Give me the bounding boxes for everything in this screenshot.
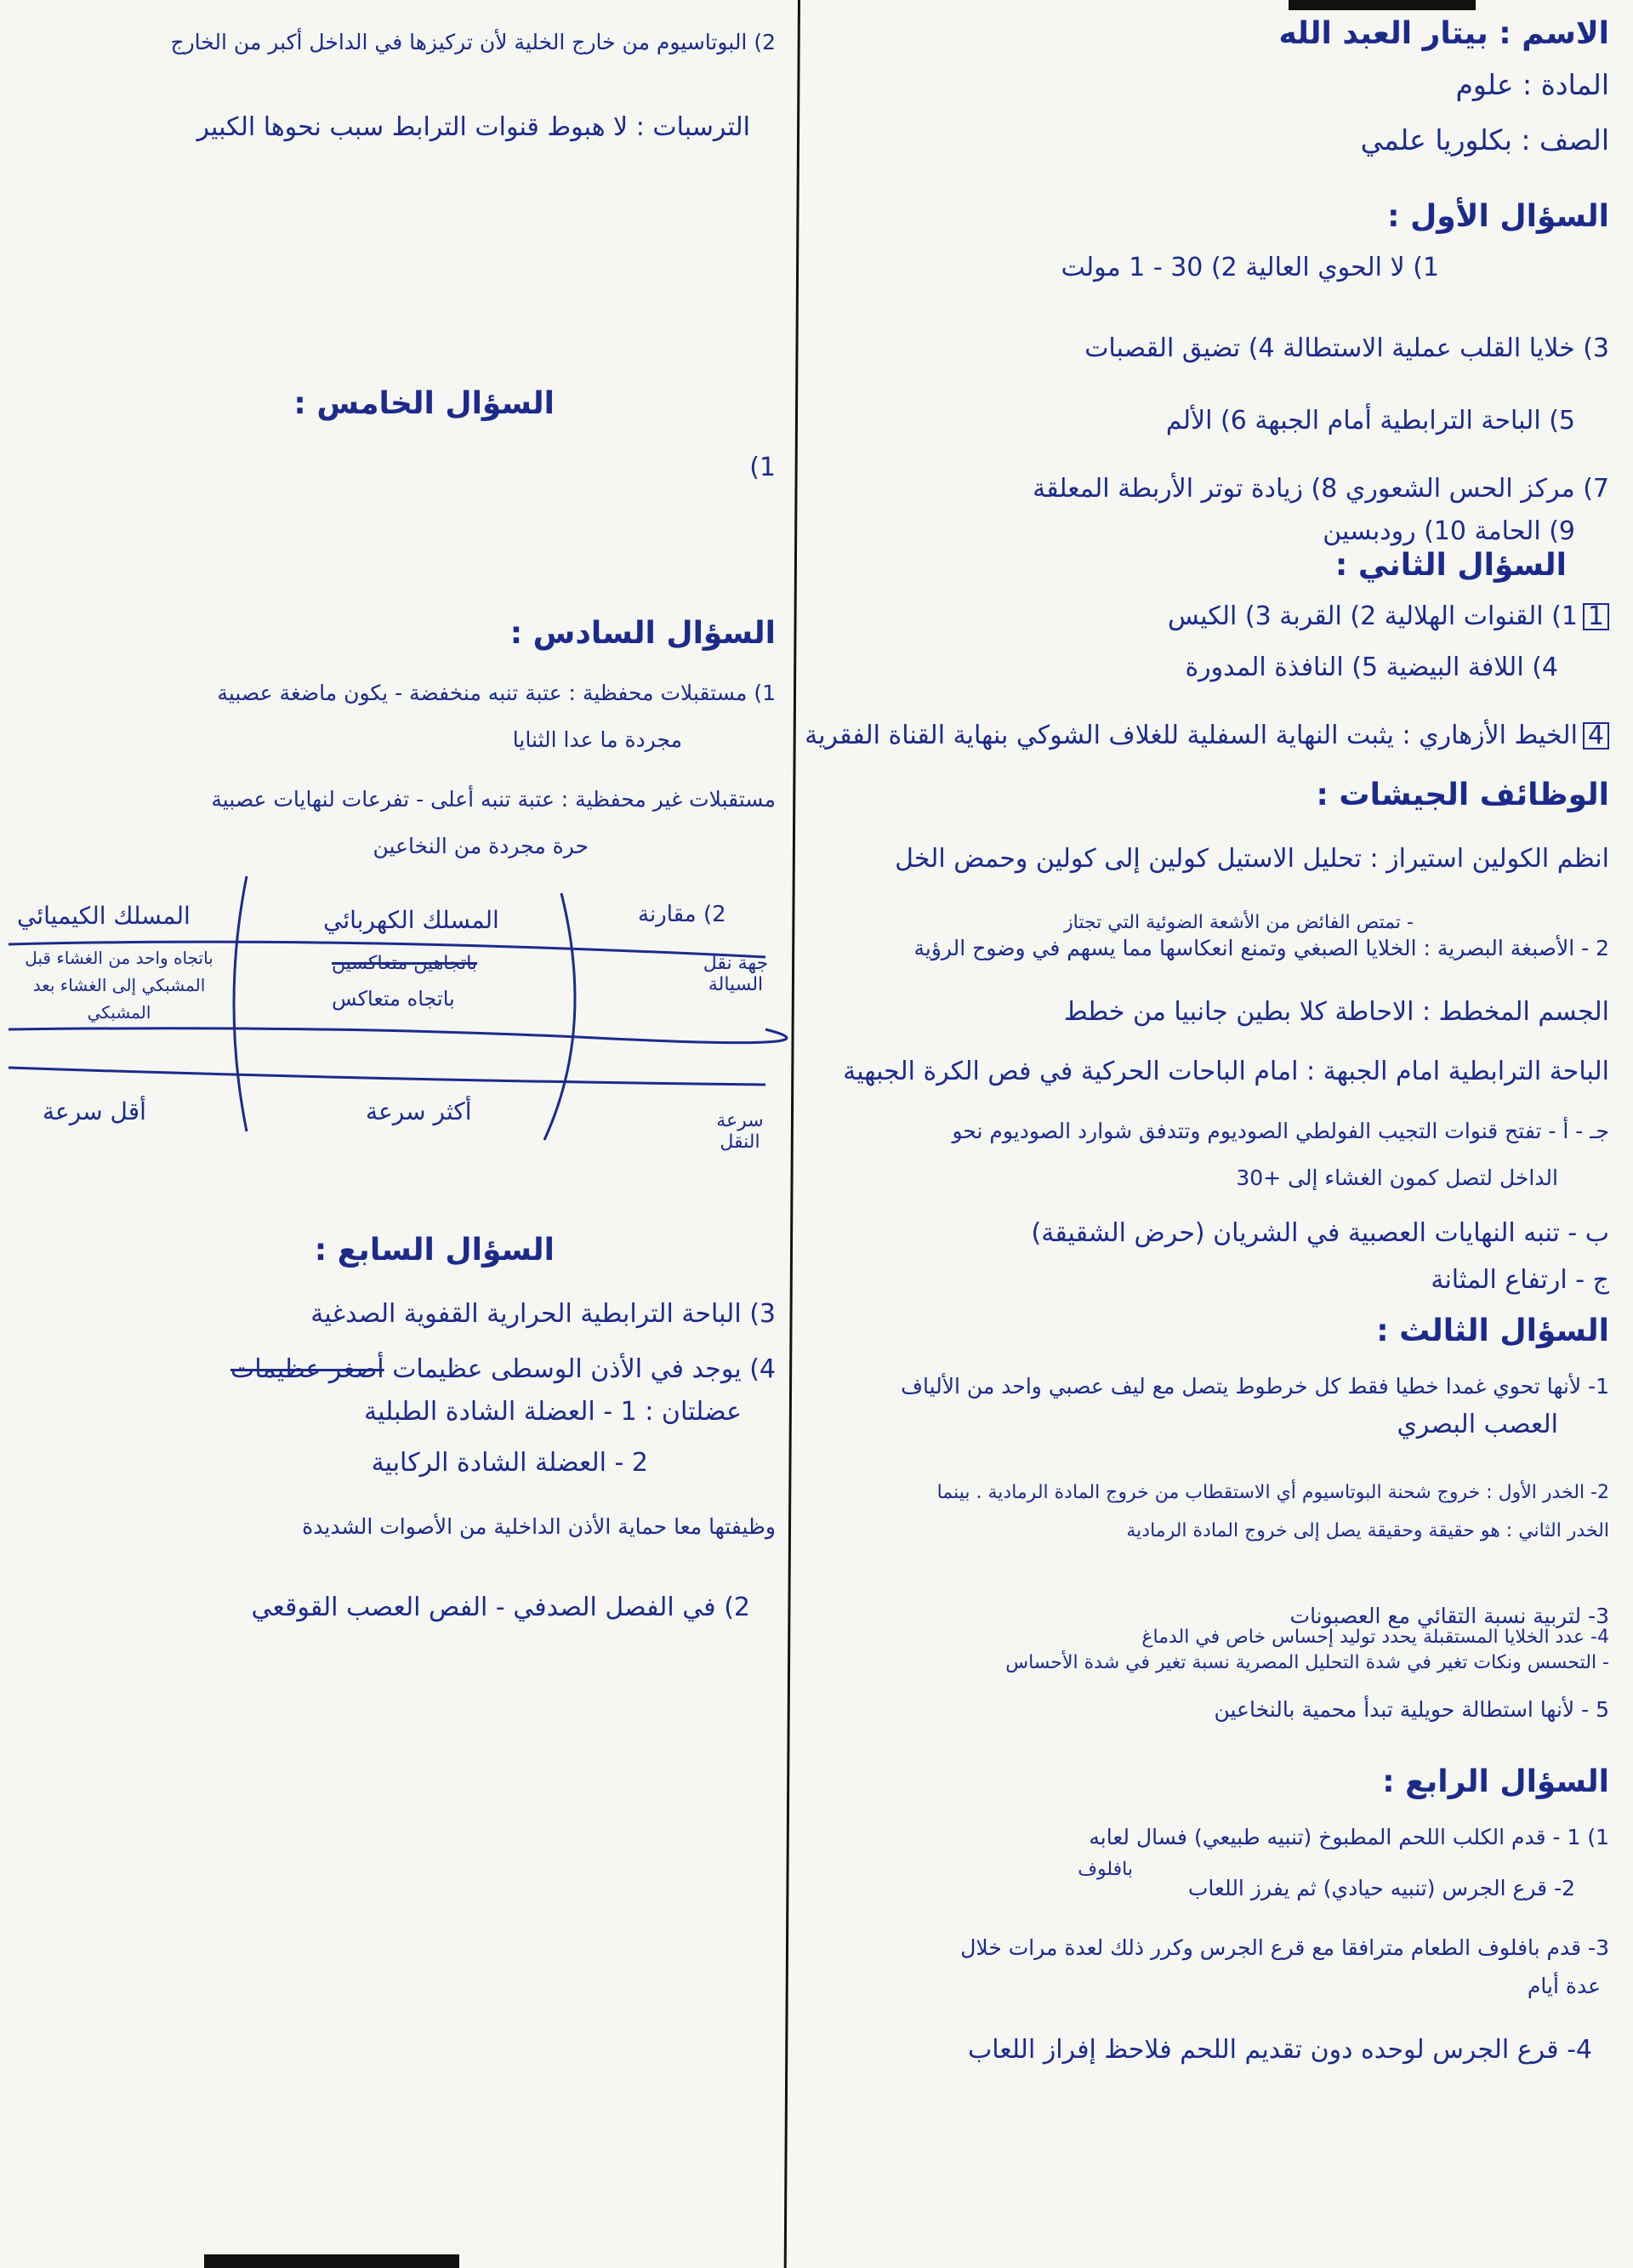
q2-c-line: ب - تنبه النهايات العصبية في الشريان (حرض الشقيقة): [1031, 1218, 1609, 1248]
table-row1-electrical: باتجاه متعاكس: [332, 987, 455, 1011]
q2-part-a-line: 4) اللافة البيضية 5) النافذة المدورة: [1185, 652, 1558, 682]
q3-line: 1- لأنها تحوي غمدا خطيا فقط كل خرطوط يتصل مع ليف عصبي واحد من الألياف: [901, 1374, 1609, 1399]
student-name: الاسم : بيتار العبد الله: [1278, 16, 1609, 51]
q3-line: الخدر الثاني : هو حقيقة وحقيقة يصل إلى خروج المادة الرمادية: [1126, 1520, 1609, 1541]
table-corner: 2) مقارنة: [638, 902, 726, 927]
q2-part-a-line: 11) القنوات الهلالية 2) القربة 3) الكيس: [1168, 600, 1609, 634]
left-top-line: 2) البوتاسيوم من خارج الخلية لأن تركيزها في الداخل أكبر من الخارج: [170, 30, 776, 54]
q2-title: السؤال الثاني :: [1334, 548, 1567, 583]
q7-struck-text: أصغر عظيمات: [230, 1354, 384, 1384]
q7-line: 2 - العضلة الشادة الركابية: [371, 1448, 648, 1478]
q4-note: بافلوف: [1078, 1859, 1133, 1880]
q7-line: 2) في الفصل الصدفي - الفص العصب القوقعي: [251, 1593, 750, 1622]
q2-c-line: الداخل لتصل كمون الغشاء إلى +30: [1236, 1165, 1558, 1190]
subject-line: المادة : علوم: [1455, 68, 1609, 101]
q7-line: وظيفتها معا حماية الأذن الداخلية من الأصوات الشديدة: [302, 1514, 776, 1539]
table-row2-chemical: أقل سرعة: [43, 1097, 146, 1125]
left-top-line: الترسبات : لا هبوط قنوات الترابط سبب نحوها الكبير: [196, 112, 750, 142]
q4-line: 4- قرع الجرس لوحده دون تقديم اللحم فلاحظ إفراز اللعاب: [968, 2035, 1592, 2065]
q1-title: السؤال الأول :: [1387, 199, 1609, 234]
q2-func-note: - تمتص الفائض من الأشعة الضوئية التي تجتاز: [1064, 912, 1414, 933]
q6-title: السؤال السادس :: [509, 616, 776, 651]
q7-title: السؤال السابع :: [314, 1233, 555, 1268]
table-col-header-electrical: المسلك الكهربائي: [323, 906, 499, 934]
q2-func-line: 2 - الأصبغة البصرية : الخلايا الصبغي وتمنع انعكاسها مما يسهم في وضوح الرؤية: [913, 936, 1609, 960]
q5-item: 1): [749, 453, 776, 482]
q7-line: 4) يوجد في الأذن الوسطى عظيمات أصغر عظيمات: [230, 1354, 776, 1384]
q3-line: 3- لتربية نسبة التقائي مع العصبونات: [1289, 1604, 1609, 1628]
q3-line: - التحسس ونكات تغير في شدة التحليل المصرية نسبة تغير في شدة الأحساس: [1005, 1652, 1609, 1673]
scan-edge-top: [1289, 0, 1476, 10]
q4-line: 2- قرع الجرس (تنبيه حيادي) ثم يفرز اللعاب: [1187, 1876, 1575, 1900]
q6-line: مستقبلات غير محفظية : عتبة تنبه أعلى - تفرعات لنهايات عصبية: [211, 787, 776, 812]
table-row2-label: سرعة النقل: [716, 1110, 764, 1153]
q6-line: حرة مجردة من النخاعين: [373, 834, 589, 858]
q2-c-line: ج - ارتفاع المثانة: [1431, 1265, 1609, 1295]
q2-c-line: جـ - أ - تفتح قنوات التجيب الفولطي الصوديوم وتتدفق شوارد الصوديوم نحو: [952, 1119, 1609, 1143]
q5-title: السؤال الخامس :: [293, 386, 555, 421]
q2-funcs-title: الوظائف الجيشات :: [1316, 778, 1609, 812]
q2-more-line: الباحة الترابطية امام الجبهة : امام الباحات الحركية في فص الكرة الجبهية: [843, 1057, 1609, 1086]
scan-edge-bottom: [204, 2254, 459, 2268]
q7-line: عضلتان : 1 - العضلة الشادة الطبلية: [364, 1397, 742, 1427]
q3-line: 4- عدد الخلايا المستقبلة يحدد توليد إحساس خاص في الدماغ: [1141, 1627, 1609, 1648]
q2-more-line: الجسم المخطط : الاحاطة كلا بطين جانبيا من خطط: [1063, 997, 1609, 1027]
q6-line: 1) مستقبلات محفظية : عتبة تنبه منخفضة - يكون ماضغة عصبية: [217, 681, 776, 705]
class-line: الصف : بكلوريا علمي: [1360, 123, 1609, 157]
q2-part-b: 4الخيط الأزهاري : يثبت النهاية السفلية للغلاف الشوكي بنهاية القناة الفقرية: [805, 719, 1609, 753]
q4-line: 1) 1 - قدم الكلب اللحم المطبوخ (تنبيه طبيعي) فسال لعابه: [1089, 1825, 1609, 1849]
q3-line: 5 - لأنها استطالة حويلية تبدأ محمية بالنخاعين: [1214, 1697, 1609, 1722]
q1-line: 3) خلايا القلب عملية الاستطالة 4) تضيق القصبات: [1084, 333, 1609, 363]
q1-line: 5) الباحة الترابطية أمام الجبهة 6) الألم: [1165, 406, 1575, 436]
q2-func-line: انظم الكولين استيراز : تحليل الاستيل كولين إلى كولين وحمض الخل: [895, 844, 1609, 874]
q3-title: السؤال الثالث :: [1376, 1314, 1609, 1348]
q4-line: 3- قدم بافلوف الطعام مترافقا مع قرع الجرس وكرر ذلك لعدة مرات خلال: [960, 1935, 1609, 1960]
q4-line: عدة أيام: [1527, 1974, 1601, 1998]
table-row2-electrical: أكثر سرعة: [366, 1097, 472, 1125]
table-row1-chemical: باتجاه واحد من الغشاء قبل المشبكي إلى الغشاء بعد المشبكي: [25, 948, 213, 1023]
q6-line: مجردة ما عدا الثنايا: [512, 727, 682, 752]
q3-line: العصب البصري: [1397, 1410, 1558, 1439]
q1-line: 1) لا الحوي العالية 2) 30 - 1 مولت: [1061, 253, 1439, 282]
q7-line: 3) الباحة الترابطية الحرارية القفوية الصدغية: [310, 1299, 776, 1329]
q4-title: السؤال الرابع :: [1382, 1764, 1609, 1799]
table-struck-text: باتجاهين متعاكسين: [332, 953, 478, 974]
q1-line: 9) الحامة 10) رودبسين: [1323, 516, 1575, 546]
q1-line: 7) مركز الحس الشعوري 8) زيادة توتر الأربطة المعلقة: [1033, 474, 1609, 504]
table-col-header-chemical: المسلك الكيميائي: [17, 902, 191, 930]
q3-line: 2- الخدر الأول : خروج شحنة البوتاسيوم أي الاستقطاب من خروج المادة الرمادية . بينما: [936, 1482, 1609, 1503]
table-row1-label: جهة نقل السيالة: [703, 953, 769, 995]
